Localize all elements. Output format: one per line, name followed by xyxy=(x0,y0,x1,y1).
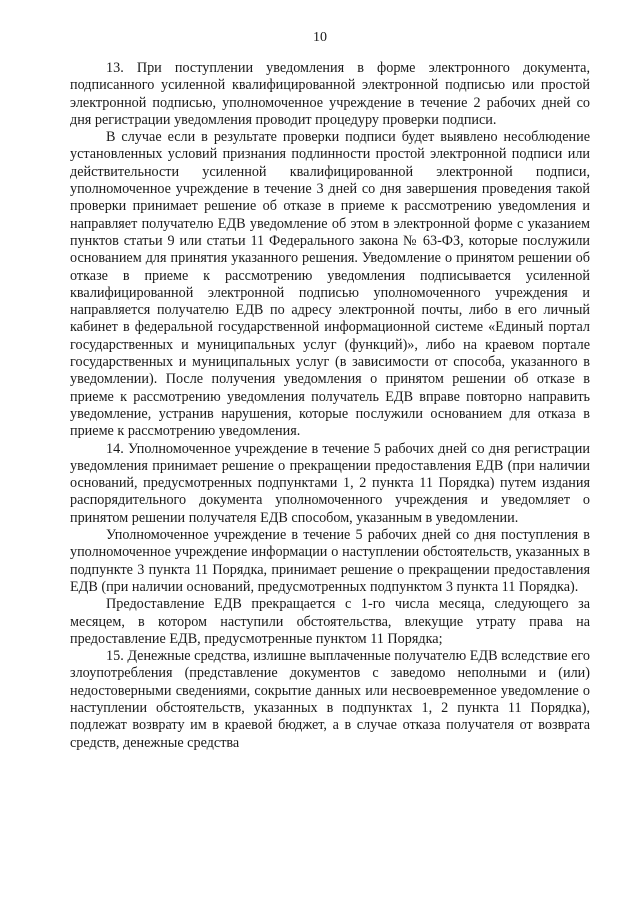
page-number: 10 xyxy=(313,30,327,45)
paragraph-13: 13. При поступлении уведомления в форме электронного документа, подписанного усиленной квалифицированной электронной подписью или простой электронной подписью, уполномоченное учреждение в течение 2 рабочих дней со дня регистрации уведомления проводит процедуру проверки подписи. xyxy=(70,60,590,128)
document-body xyxy=(70,60,590,752)
paragraph-14: 14. Уполномоченное учреждение в течение 5 рабочих дней со дня регистрации уведомления принимает решение о прекращении предоставления ЕДВ (при наличии оснований, предусмотренных подпунктами 1, 2 пункта 11 Порядка) путем издания распорядительного документа уполномоченного учреждения и уведомляет о принятом решении получателя ЕДВ способом, указанным в уведомлении. xyxy=(70,440,590,526)
paragraph-termination-date: Предоставление ЕДВ прекращается с 1-го числа месяца, следующего за месяцем, в котором наступили обстоятельства, влекущие утрату права на предоставление ЕДВ, предусмотренные пунктом 11 Порядка; xyxy=(70,596,590,647)
paragraph-signature-check: В случае если в результате проверки подписи будет выявлено несоблюдение установленных условий признания подлинности простой электронной подписи или действительности усиленной квалифицированной электронной подписи, уполномоченное учреждение в течение 3 дней со дня завершения проведения такой проверки принимает решение об отказе в приеме к рассмотрению уведомления и направляет получателю ЕДВ уведомление об этом в электронной форме с указанием пунктов статьи 9 или статьи 11 Федерального закона № 63-ФЗ, которые послужили основанием для принятия указанного решения. Уведомление о принятом решении об отказе в приеме к рассмотрению уведомления подписывается усиленной квалифицированной электронной подписью уполномоченного учреждения и направляется получателю ЕДВ по адресу электронной почты, либо в его личный кабинет в федеральной государственной информационной системе «Единый портал государственных и муниципальных услуг (функций)», либо на краевом портале государственных и муниципальных услуг (в зависимости от способа, указанного в уведомлении). После получения уведомления о принятом решении об отказе в приеме к рассмотрению уведомления получатель ЕДВ вправе повторно направить уведомление, устранив нарушения, которые послужили основанием для отказа в приеме к рассмотрению уведомления. xyxy=(70,129,590,440)
paragraph-termination-decision: Уполномоченное учреждение в течение 5 рабочих дней со дня поступления в уполномоченное учреждение информации о наступлении обстоятельств, указанных в подпункте 3 пункта 11 Порядка, принимает решение о прекращении предоставления ЕДВ (при наличии оснований, предусмотренных подпунктом 3 пункта 11 Порядка). xyxy=(70,527,590,595)
paragraph-15: 15. Денежные средства, излишне выплаченные получателю ЕДВ вследствие его злоупотребления (представление документов с заведомо неполными и (или) недостоверными сведениями, сокрытие данных или несвоевременное уведомление о наступлении обстоятельств, указанных в подпунктах 1, 2 пункта 11 Порядка), подлежат возврату им в краевой бюджет, а в случае отказа получателя от возврата средств, денежные средства xyxy=(70,648,590,751)
